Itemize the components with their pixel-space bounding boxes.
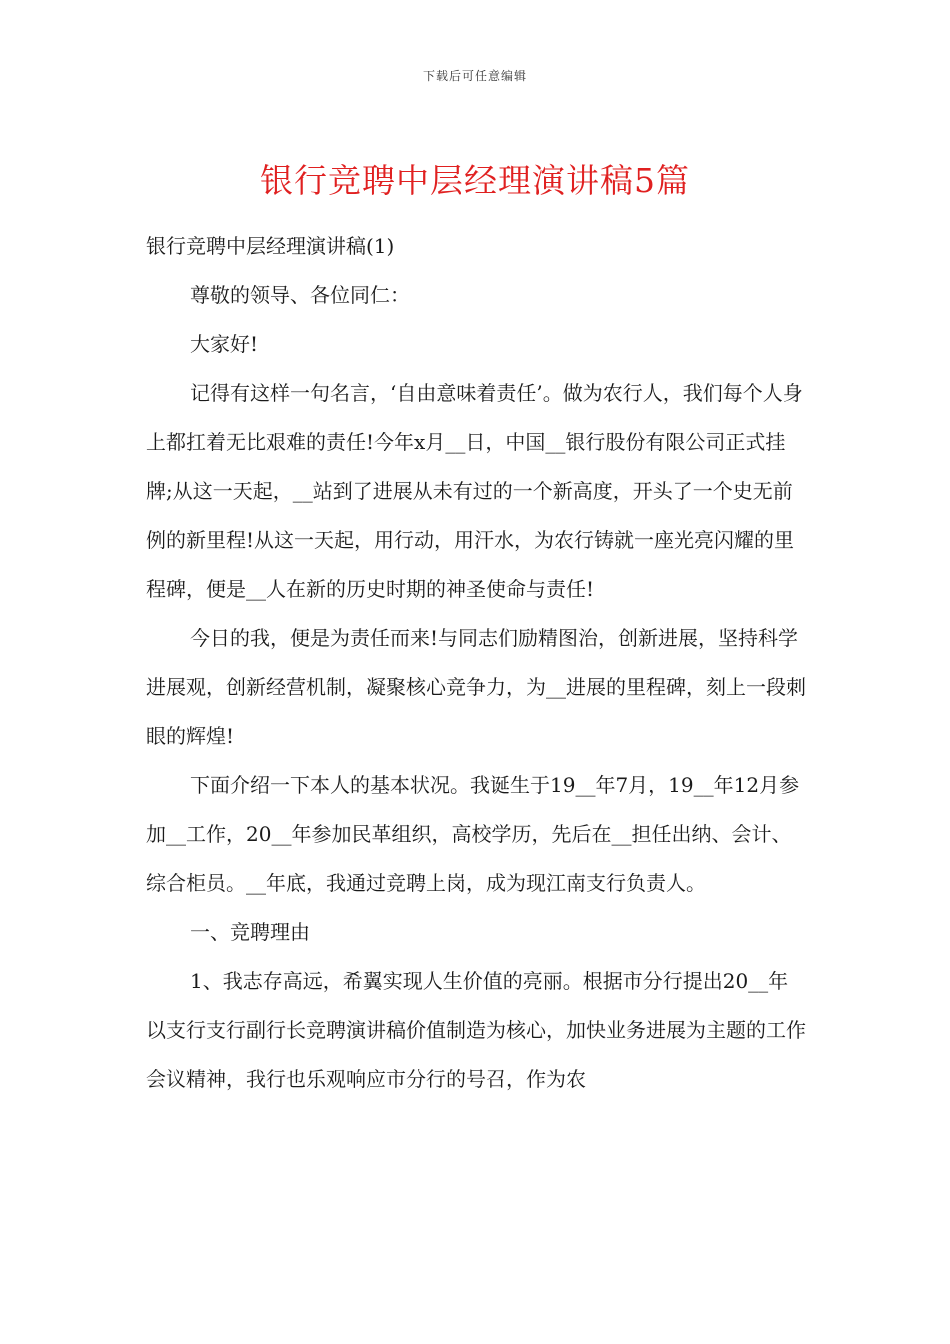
greeting-line: 尊敬的领导、各位同仁： [190,283,410,307]
paragraph: 1、我志存高远，希翼实现人生价值的亮丽。根据市分行提出20__年以支行支行副行长竞聘演讲稿价值制造为核心，加快业务进展为主题的工作会议精神，我行也乐观响应市分行的号召，作为农 [146,969,806,1091]
subsection-heading: 一、竞聘理由 [190,920,310,944]
paragraph: 下面介绍一下本人的基本状况。我诞生于19__年7月，19__年12月参加__工作，20__年参加民革组织，高校学历，先后在__担任出纳、会计、综合柜员。__年底，我通过竞聘上岗，成为现江南支行负责人。 [146,773,800,895]
salutation-line: 大家好! [190,332,259,356]
paragraph: 今日的我，便是为责任而来!与同志们励精图治，创新进展，坚持科学进展观，创新经营机制，凝聚核心竞争力，为__进展的里程碑，刻上一段刺眼的辉煌! [146,626,806,748]
section-heading: 银行竞聘中层经理演讲稿(1) [146,234,395,258]
header-note: 下载后可任意编辑 [422,69,527,83]
document-title: 银行竞聘中层经理演讲稿5篇 [260,161,690,201]
paragraph: 记得有这样一句名言，‘自由意味着责任’。做为农行人，我们每个人身上都扛着无比艰难的责任!今年x月__日，中国__银行股份有限公司正式挂牌;从这一天起，__站到了进展从未有过的一个新高度，开头了一个史无前例的新里程!从这一天起，用行动，用汗水，为农行铸就一座光亮闪耀的里程碑，便是__人在新的历史时期的神圣使命与责任! [146,381,803,601]
document-body [146,222,806,1104]
